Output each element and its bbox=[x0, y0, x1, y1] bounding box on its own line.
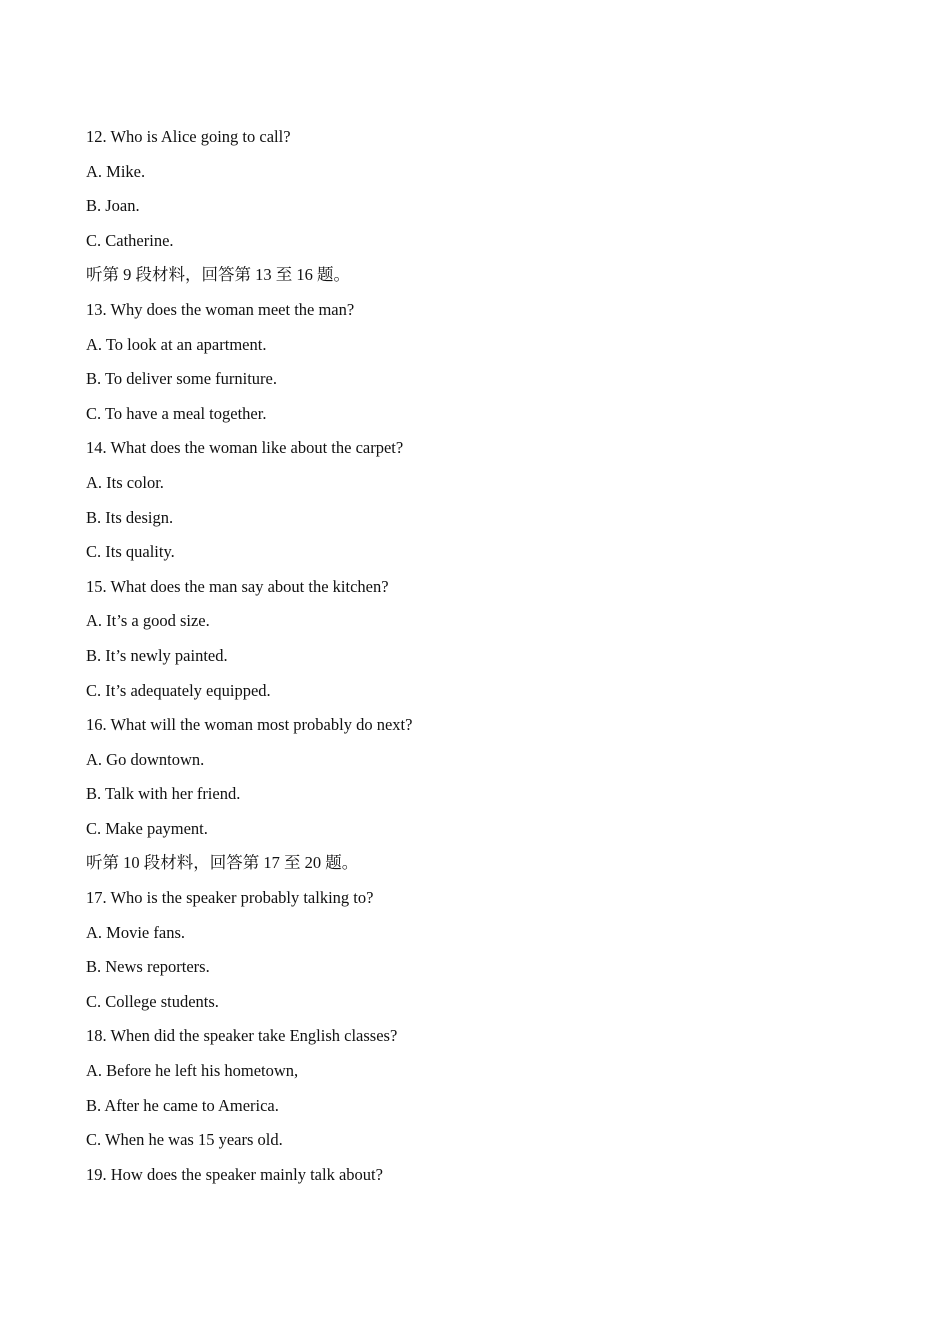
option-12-b: B. Joan. bbox=[86, 196, 140, 216]
option-15-c: C. It’s adequately equipped. bbox=[86, 680, 271, 700]
option-17-c: C. College students. bbox=[86, 991, 219, 1011]
option-13-a: A. To look at an apartment. bbox=[86, 334, 267, 354]
option-15-b: B. It’s newly painted. bbox=[86, 645, 228, 665]
question-14: 14. What does the woman like about the carpet? bbox=[86, 438, 404, 458]
option-16-b: B. Talk with her friend. bbox=[86, 784, 241, 804]
section-instruction-9: 听第 9 段材料，回答第 13 至 16 题。 bbox=[86, 265, 350, 285]
question-15: 15. What does the man say about the kitchen? bbox=[86, 576, 389, 596]
question-13: 13. Why does the woman meet the man? bbox=[86, 299, 355, 319]
question-18: 18. When did the speaker take English classes? bbox=[86, 1026, 398, 1046]
option-14-c: C. Its quality. bbox=[86, 542, 175, 562]
option-18-a: A. Before he left his hometown, bbox=[86, 1061, 299, 1081]
option-15-a: A. It’s a good size. bbox=[86, 611, 210, 631]
option-13-b: B. To deliver some furniture. bbox=[86, 369, 277, 389]
option-16-c: C. Make payment. bbox=[86, 818, 208, 838]
question-17: 17. Who is the speaker probably talking to? bbox=[86, 888, 374, 908]
question-16: 16. What will the woman most probably do next? bbox=[86, 715, 413, 735]
question-19: 19. How does the speaker mainly talk about? bbox=[86, 1164, 383, 1184]
question-12: 12. Who is Alice going to call? bbox=[86, 127, 291, 146]
question-list bbox=[86, 124, 886, 1196]
section-instruction-10: 听第 10 段材料，回答第 17 至 20 题。 bbox=[86, 853, 359, 873]
option-18-b: B. After he came to America. bbox=[86, 1095, 279, 1115]
option-14-a: A. Its color. bbox=[86, 472, 164, 492]
option-16-a: A. Go downtown. bbox=[86, 749, 205, 769]
option-17-a: A. Movie fans. bbox=[86, 922, 185, 942]
option-13-c: C. To have a meal together. bbox=[86, 403, 267, 423]
option-17-b: B. News reporters. bbox=[86, 957, 210, 977]
option-12-a: A. Mike. bbox=[86, 161, 146, 181]
option-18-c: C. When he was 15 years old. bbox=[86, 1130, 283, 1150]
option-14-b: B. Its design. bbox=[86, 507, 174, 527]
option-12-c: C. Catherine. bbox=[86, 230, 174, 250]
